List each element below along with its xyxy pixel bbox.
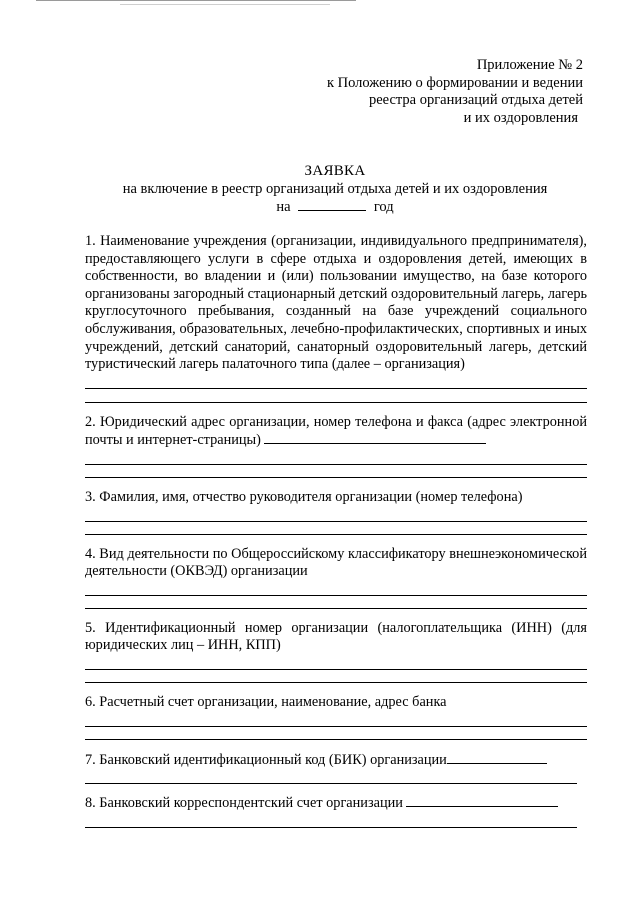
item-8-label	[85, 794, 587, 813]
year-field[interactable]	[298, 198, 366, 211]
item-8-text: 8. Банковский корреспондентский счет организации	[85, 795, 403, 812]
spacer	[85, 478, 587, 489]
item-6-label: 6. Расчетный счет организации, наименование, адрес банка	[85, 693, 447, 710]
spacer	[85, 683, 587, 694]
year-prefix: на	[276, 199, 291, 215]
item-1-field-line-1[interactable]	[85, 388, 587, 389]
year-line	[85, 198, 585, 217]
document-title-block	[85, 163, 585, 217]
item-1-label: 1. Наименование учреждения (организации, индивидуального предпринимателя), предоставляющего услуги в сфере отдыха и оздоровления детей, имеющих в собственности, во владении и (или) пользовании имущество, на базе которого организованы загородный стационарный детский оздоровительный лагерь, лагерь круглосуточного пребывания, созданный на базе учреждений социального обслуживания, образовательных, лечебно-профилактических, спортивных и иных учреждений, детский санаторий, санаторный оздоровительный лагерь, детский туристический лагерь палаточного типа (далее – организация)	[85, 233, 587, 373]
document-subtitle: на включение в реестр организаций отдыха детей и их оздоровления	[122, 180, 548, 197]
appendix-line-3: реестра организаций отдыха детей	[368, 92, 583, 108]
spacer	[85, 740, 587, 751]
item-2-field-line-1[interactable]	[85, 464, 587, 465]
spacer	[85, 535, 587, 546]
item-7-text: 7. Банковский идентификационный код (БИК) организации	[85, 751, 447, 768]
item-5-field-line-1[interactable]	[85, 669, 587, 670]
item-2-inline-field[interactable]	[264, 431, 486, 444]
document-title: ЗАЯВКА	[304, 163, 366, 179]
scan-top-line-faint	[120, 4, 330, 5]
item-5-label: 5. Идентификационный номер организации (налогоплательщика (ИНН) (для юридических лиц – ИНН, КПП)	[85, 619, 587, 654]
appendix-line-4: и их оздоровления	[463, 109, 578, 126]
item-7-inline-field[interactable]	[447, 751, 547, 764]
item-2-text: 2. Юридический адрес организации, номер телефона и факса (адрес электронной почты и интернет-страницы)	[85, 413, 587, 449]
scan-top-line	[36, 0, 356, 1]
item-4-label: 4. Вид деятельности по Общероссийскому классификатору внешнеэкономической деятельности (ОКВЭД) организации	[85, 545, 587, 580]
appendix-header	[327, 57, 583, 127]
item-2-label	[85, 414, 587, 450]
appendix-line-2: к Положению о формировании и ведении	[326, 74, 583, 91]
year-suffix: год	[373, 199, 394, 215]
spacer	[85, 403, 587, 414]
item-8-field-line-1[interactable]	[85, 827, 577, 828]
item-3-field-line-1[interactable]	[85, 521, 587, 522]
spacer	[85, 784, 587, 794]
application-form	[85, 233, 587, 828]
item-4-field-line-1[interactable]	[85, 595, 587, 596]
spacer	[85, 609, 587, 620]
item-7-label	[85, 751, 587, 770]
appendix-line-1: Приложение № 2	[476, 57, 583, 73]
item-3-label: 3. Фамилия, имя, отчество руководителя организации (номер телефона)	[85, 488, 523, 505]
item-6-field-line-1[interactable]	[85, 726, 587, 727]
item-8-inline-field[interactable]	[406, 794, 558, 807]
